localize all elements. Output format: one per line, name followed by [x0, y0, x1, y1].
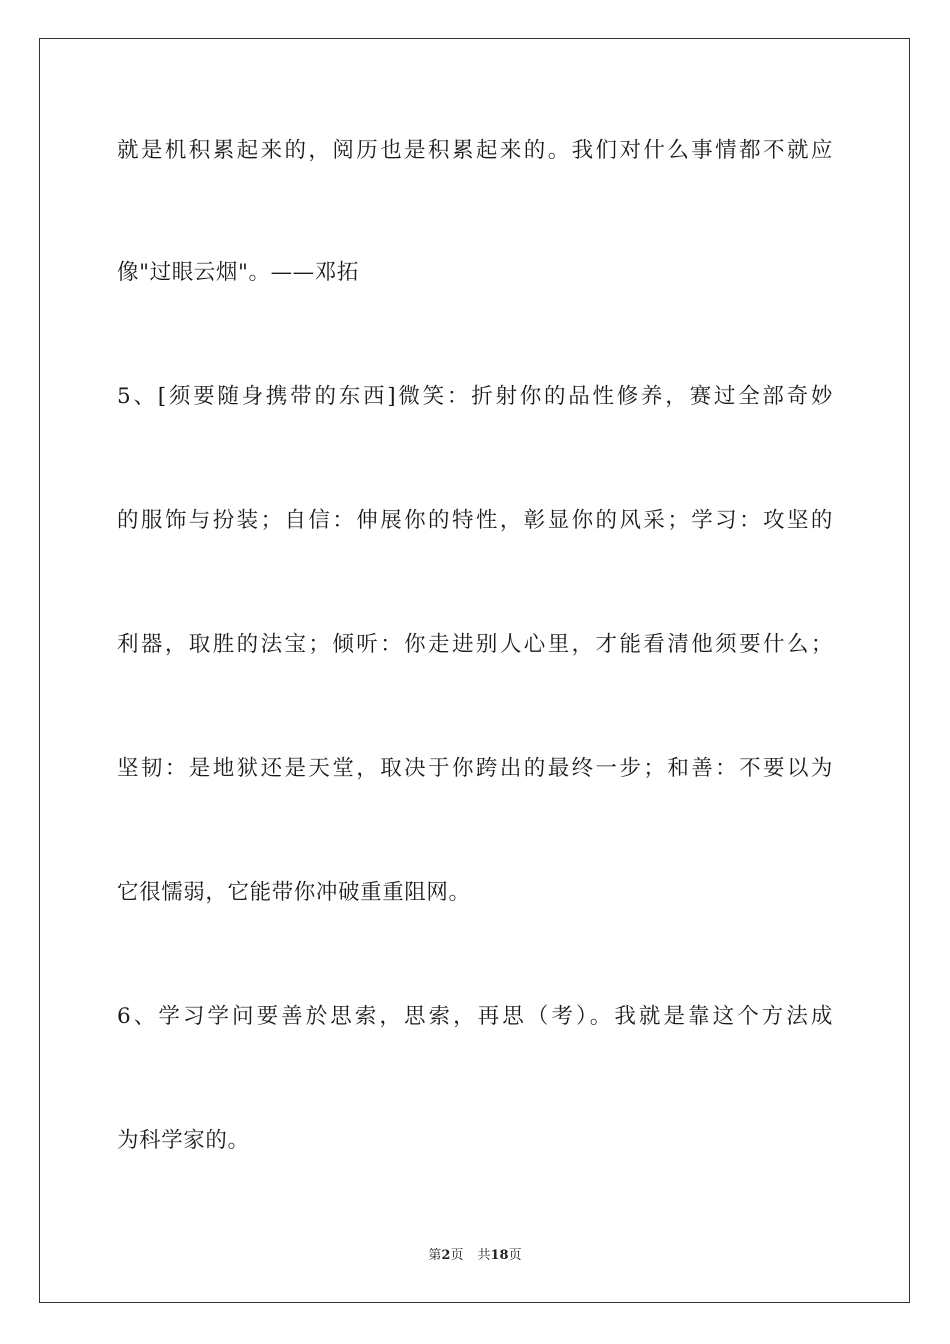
- paragraph-line: 的服饰与扮装；自信：伸展你的特性，彰显你的风采；学习：攻坚的: [117, 508, 833, 533]
- paragraph-line: 6、学习学问要善於思索，思索，再思（考）。我就是靠这个方法成: [117, 1004, 833, 1029]
- page-number: 2: [441, 1248, 451, 1263]
- total-prefix: 共: [477, 1248, 491, 1263]
- total-suffix: 页: [508, 1248, 522, 1263]
- paragraph-line: 5、[须要随身携带的东西]微笑：折射你的品性修养，赛过全部奇妙: [117, 384, 833, 409]
- page-footer: [0, 1247, 950, 1265]
- paragraph-line: 它很懦弱，它能带你冲破重重阻网。: [117, 880, 471, 905]
- page-frame: [39, 38, 910, 1303]
- paragraph-line: 就是机积累起来的，阅历也是积累起来的。我们对什么事情都不就应: [117, 138, 833, 163]
- total-pages: 18: [490, 1248, 509, 1263]
- paragraph-line: 利器，取胜的法宝；倾听：你走进别人心里，才能看清他须要什么；: [117, 632, 833, 657]
- paragraph-line: 坚韧：是地狱还是天堂，取决于你跨出的最终一步；和善：不要以为: [117, 756, 833, 781]
- page-prefix: 第: [428, 1248, 442, 1263]
- page-suffix: 页: [450, 1248, 464, 1263]
- paragraph-line: 为科学家的。: [117, 1128, 250, 1153]
- paragraph-line: 像"过眼云烟"。——邓拓: [117, 260, 359, 285]
